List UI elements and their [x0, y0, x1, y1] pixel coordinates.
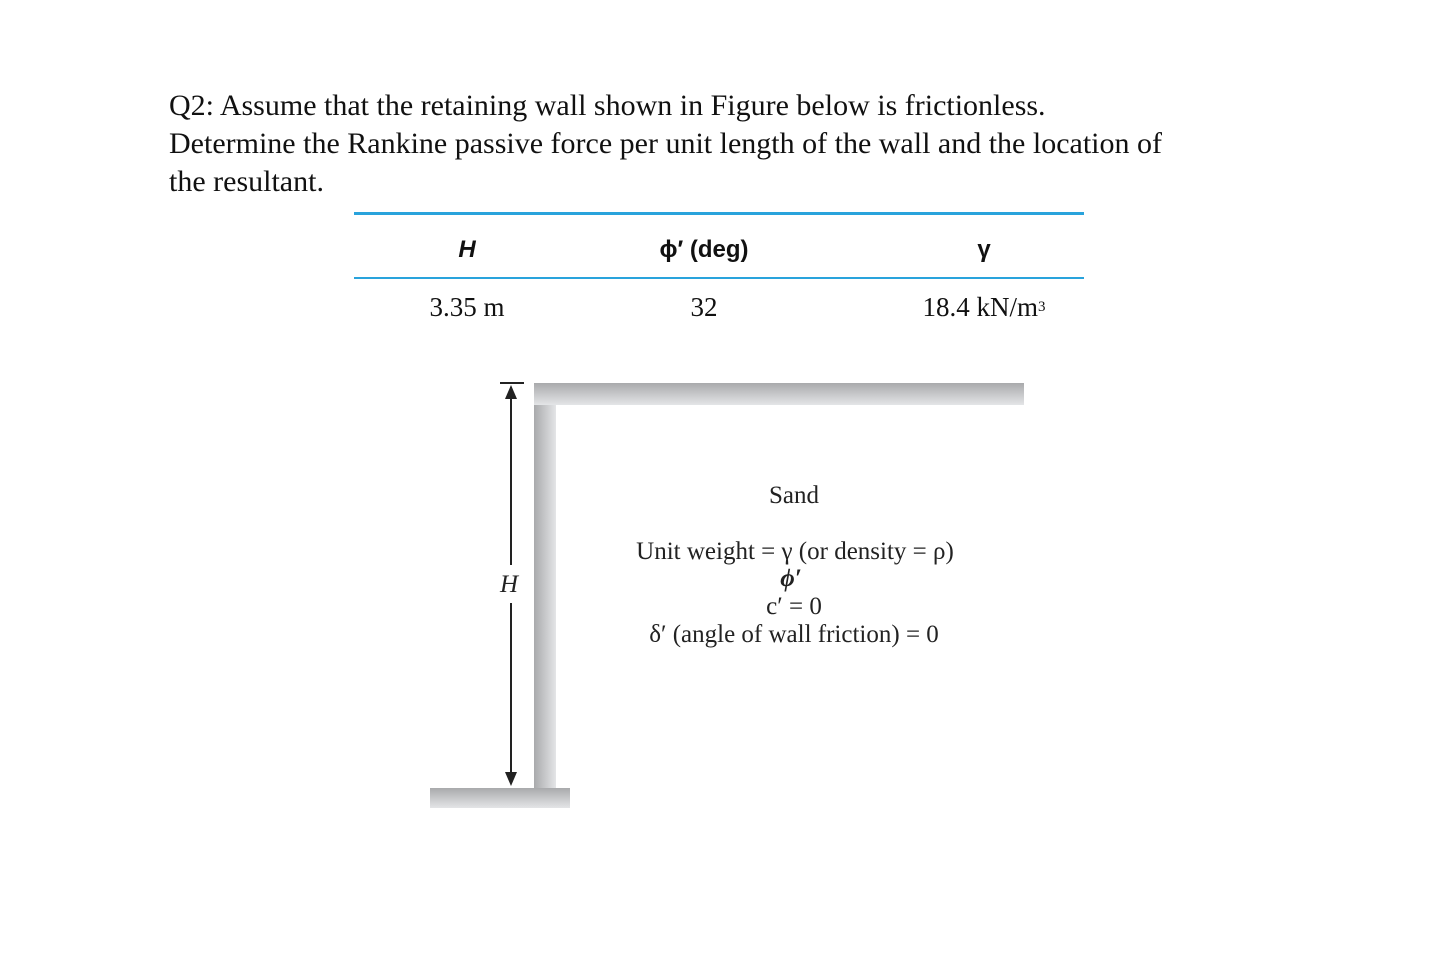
- table-header-row: [354, 215, 1084, 279]
- table-row: [354, 279, 1084, 335]
- question-line-1: Q2: Assume that the retaining wall shown in Figure below is frictionless.: [169, 89, 1046, 122]
- question-text: [169, 87, 1309, 201]
- header-friction-angle: ϕ′ (deg): [659, 236, 749, 263]
- soil-label: Sand: [769, 482, 819, 509]
- value-friction-angle: 32: [690, 291, 718, 322]
- height-label: H: [500, 571, 519, 598]
- wall: [534, 383, 556, 805]
- dimension-arrow-up: [505, 385, 517, 399]
- question-line-2: Determine the Rankine passive force per unit length of the wall and the location of: [169, 127, 1163, 160]
- value-unit-weight-text: 18.4 kN/m: [922, 291, 1038, 322]
- backfill-surface: [534, 383, 1024, 405]
- wall-friction-label: δ′ (angle of wall friction) = 0: [649, 621, 939, 648]
- unit-weight-label: Unit weight = γ (or density = ρ): [636, 538, 954, 565]
- front-ground: [430, 788, 570, 808]
- soil-data-table: [354, 212, 1084, 335]
- value-unit-weight: 18.4 kN/m 3: [922, 291, 1046, 322]
- value-height: 3.35 m: [429, 291, 505, 322]
- cohesion-label: c′ = 0: [766, 593, 822, 620]
- retaining-wall-figure: [420, 375, 1040, 815]
- friction-angle-label: ϕ′: [780, 565, 802, 592]
- dimension-arrow-down: [505, 772, 517, 786]
- header-unit-weight: γ: [977, 236, 991, 263]
- question-line-3: the resultant.: [169, 165, 324, 198]
- header-height: H: [458, 236, 476, 263]
